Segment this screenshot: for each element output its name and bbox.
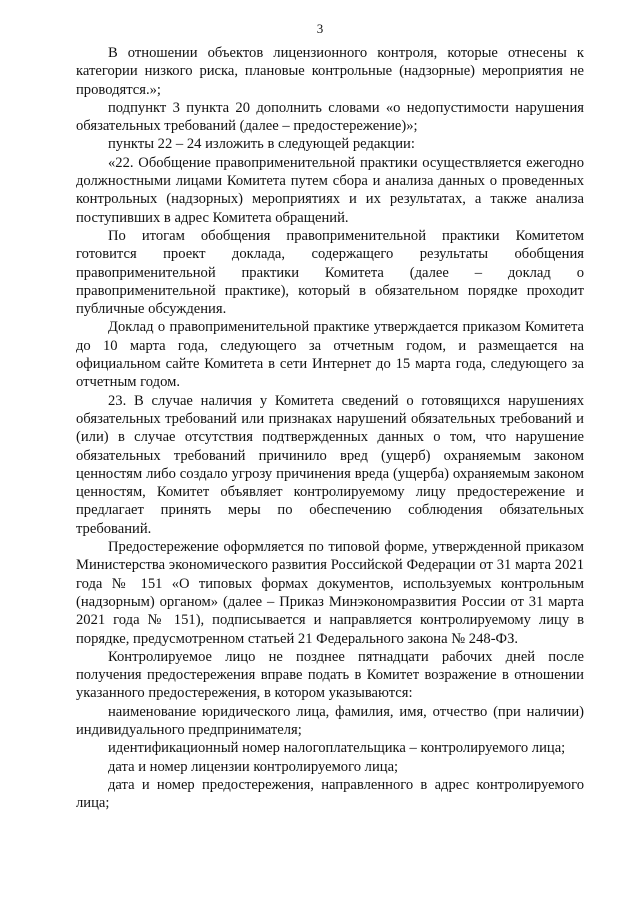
paragraph: дата и номер предостережения, направленного в адрес контролируемого лица; [76, 776, 584, 812]
paragraph: Контролируемое лицо не позднее пятнадцати рабочих дней после получения предостережения вправе подать в Комитет возражение в отношении указанного предостережения, в котором указываются: [76, 648, 584, 702]
paragraph: наименование юридического лица, фамилия, имя, отчество (при наличии) индивидуального предпринимателя; [76, 703, 584, 738]
paragraph: пункты 22 – 24 изложить в следующей редакции: [108, 136, 415, 153]
paragraph: В отношении объектов лицензионного контроля, которые отнесены к категории низкого риска, плановые контрольные (надзорные) мероприятия не проводятся.»; [76, 45, 584, 98]
paragraph: По итогам обобщения правоприменительной практики Комитетом готовится проект доклада, содержащего результаты обобщения правоприменительной практики Комитета (далее – доклад о правоприменительной практике), который в обязательном порядке проходит публичные обсуждения. [76, 227, 584, 318]
paragraph: подпункт 3 пункта 20 дополнить словами «о недопустимости нарушения обязательных требований (далее – предостережение)»; [76, 99, 584, 135]
paragraph: Доклад о правоприменительной практике утверждается приказом Комитета до 10 марта года, следующего за отчетным годом, и размещается на официальном сайте Комитета в сети Интернет до 15 марта года, следующего за отчетным годом. [76, 319, 584, 391]
document-body [76, 44, 584, 812]
paragraph: дата и номер лицензии контролируемого лица; [108, 758, 399, 775]
paragraph: «22. Обобщение правоприменительной практики осуществляется ежегодно должностными лицами Комитета путем сбора и анализа данных о проведенных контрольных (надзорных) мероприятиях и их результатах, а также анализа поступивших в адрес Комитета обращений. [76, 154, 584, 226]
paragraph: 23. В случае наличия у Комитета сведений о готовящихся нарушениях обязательных требований или признаках нарушений обязательных требований и (или) в случае отсутствия подтвержденных данных о том, что нарушение обязательных требований причинило вред (ущерб) охраняемым законом ценностям либо создало угрозу причинения вреда (ущерба) охраняемым законом ценностям, Комитет объявляет контролируемому лицу предостережение и предлагает принять меры по обеспечению соблюдения обязательных требований. [76, 392, 584, 537]
page-number: 3 [316, 21, 324, 36]
paragraph: идентификационный номер налогоплательщика – контролируемого лица; [108, 740, 566, 757]
paragraph: Предостережение оформляется по типовой форме, утвержденной приказом Министерства экономического развития Российской Федерации от 31 марта 2021 года № 151 «О типовых формах документов, используемых контрольным (надзорным) органом» (далее – Приказ Минэкономразвития России от 31 марта 2021 года № 151), подписывается и направляется контролируемому лицу в порядке, предусмотренном статьей 21 Федерального закона № 248-ФЗ. [76, 539, 584, 647]
